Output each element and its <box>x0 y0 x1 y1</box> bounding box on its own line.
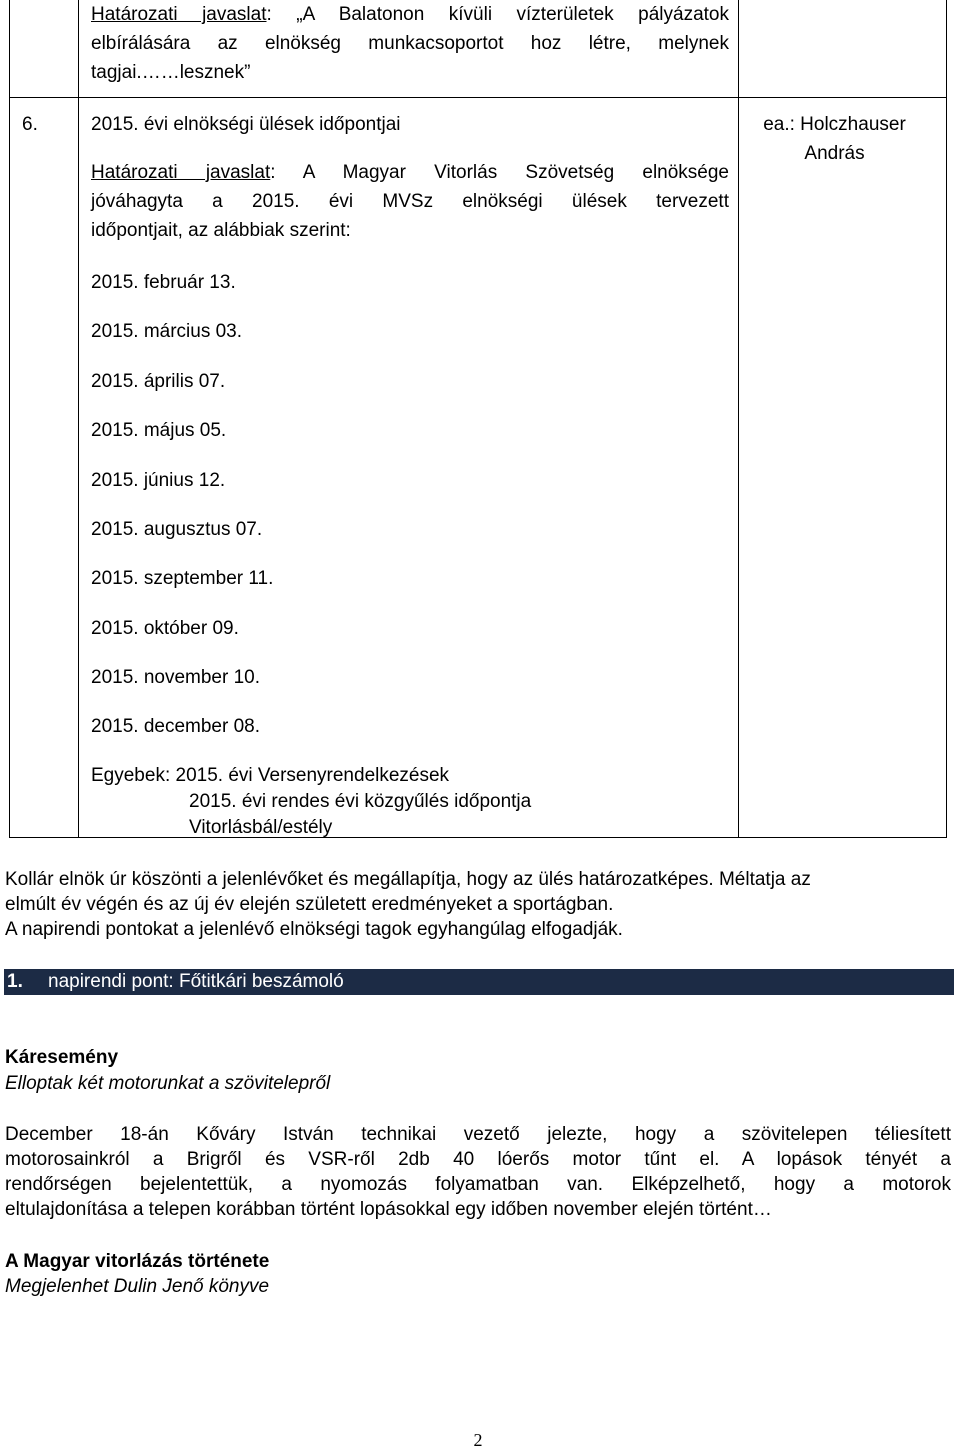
intro-line: Kollár elnök úr köszönti a jelenlévőket és megállapítja, hogy az ülés határozatképes. Méltatja az <box>5 869 811 890</box>
table-row-divider <box>10 97 946 98</box>
other-item: Vitorlásbál/estély <box>189 817 333 838</box>
meeting-date: 2015. augusztus 07. <box>91 519 263 540</box>
meeting-date: 2015. október 09. <box>91 618 239 639</box>
incident-line: eltulajdonítása a telepen korábban történt lopásokkal egy időben november elején történt… <box>5 1199 772 1220</box>
resolution-line-3: időpontjait, az alábbiak szerint: <box>91 220 351 241</box>
section-title: napirendi pont: Főtitkári beszámoló <box>48 971 344 992</box>
other-items-label: Egyebek: 2015. évi Versenyrendelkezések <box>91 765 450 786</box>
prev-resolution-line-2: elbírálására az elnökség munkacsoportot hoz létre, melynek <box>91 33 729 54</box>
history-heading: A Magyar vitorlázás története <box>5 1251 270 1272</box>
meeting-date: 2015. december 08. <box>91 716 261 737</box>
prev-resolution-line-3: tagjai.……lesznek” <box>91 62 251 83</box>
section-heading-bar <box>4 969 954 995</box>
incident-subheading: Elloptak két motorunkat a szövitelepről <box>5 1073 331 1094</box>
incident-line: motorosainkról a Brigről és VSR-ről 2db 40 lóerős motor tűnt el. A lopások tényét a <box>5 1149 951 1170</box>
meeting-date: 2015. február 13. <box>91 272 236 293</box>
prev-resolution-line-1 <box>91 0 729 29</box>
other-item: 2015. évi rendes évi közgyűlés időpontja <box>189 791 532 812</box>
intro-line: A napirendi pontokat a jelenlévő elnökségi tagok egyhangúlag elfogadják. <box>5 919 623 940</box>
agenda-item-title: 2015. évi elnökségi ülések időpontjai <box>91 114 401 135</box>
meeting-date: 2015. április 07. <box>91 371 226 392</box>
meeting-date: 2015. március 03. <box>91 321 243 342</box>
history-subheading: Megjelenhet Dulin Jenő könyve <box>5 1276 270 1297</box>
resolution-label: Határozati javaslat <box>91 4 267 25</box>
resolution-line-1 <box>91 158 729 187</box>
incident-heading: Káresemény <box>5 1047 119 1068</box>
responsible-line-1: ea.: Holczhauser <box>763 114 906 135</box>
prev-resolution-rest: : „A Balatonon kívüli vízterületek pályázatok <box>266 4 729 25</box>
meeting-date: 2015. november 10. <box>91 667 261 688</box>
resolution-line-2: jóváhagyta a 2015. évi MVSz elnökségi ülések tervezett <box>91 191 729 212</box>
incident-body <box>5 1122 951 1222</box>
meeting-date: 2015. szeptember 11. <box>91 568 274 589</box>
incident-line: December 18-án Kőváry István technikai vezető jelezte, hogy a szövitelepen téliesített <box>5 1124 951 1145</box>
incident-line: rendőrségen bejelentettük, a nyomozás folyamatban van. Elképzelhető, hogy a motorok <box>5 1174 951 1195</box>
intro-paragraph <box>5 867 951 942</box>
table-column-divider <box>78 0 79 837</box>
resolution-label: Határozati javaslat <box>91 162 271 183</box>
meeting-date: 2015. június 12. <box>91 470 226 491</box>
agenda-item-number: 6. <box>22 114 38 135</box>
page-number: 2 <box>473 1430 483 1450</box>
resolution-rest: : A Magyar Vitorlás Szövetség elnöksége <box>270 162 730 183</box>
section-number: 1. <box>7 971 23 992</box>
responsible-person <box>737 110 932 168</box>
agenda-table <box>9 0 947 838</box>
intro-line: elmúlt év végén és az új év elején született eredményeket a sportágban. <box>5 894 614 915</box>
meeting-date: 2015. május 05. <box>91 420 227 441</box>
responsible-line-2: András <box>804 143 865 164</box>
